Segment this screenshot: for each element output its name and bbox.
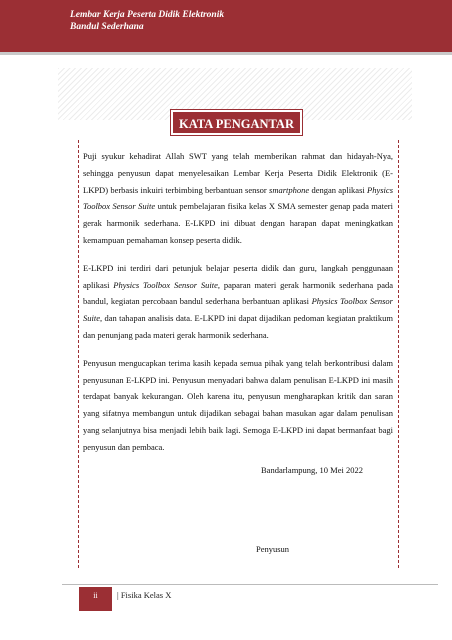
paragraph-3-segment: Penyusun mengucapkan terima kasih kepada semua pihak yang telah berkontribusi dalam penyusunan E-LKPD ini. Penyusun menyadari bahwa dalam penulisan E-LKPD ini masih terdapat banyak kekurangan. Oleh karena itu, penyusun mengharapkan kritik dan saran yang sifatnya membangun untuk dijadikan sebagai bahan masukan agar dalam penulisan yang selanjutnya bisa menjadi lebih baik lagi. Semoga E-LKPD ini dapat bermanfaat bagi penyusun dan pembaca. [83,357,393,452]
page-number: ii [79,587,112,611]
paragraph-1-segment: Physics Toolbox Sensor Suite [83,184,393,212]
paragraph-2-segment: Physics Toolbox Sensor Suite [113,279,218,290]
paragraph-1 [83,148,393,249]
footer-divider [62,584,438,585]
place-date: Bandarlampung, 10 Mei 2022 [261,464,363,475]
header-divider [0,52,452,55]
paragraph-1-segment: smartphone [269,184,310,195]
paragraph-2-segment: Physics Toolbox Sensor Suite [83,296,393,324]
paragraph-2-segment: , paparan materi gerak harmonik sederhana pada bandul, kegiatan percobaan bandul sederhana berbantuan aplikasi [83,279,393,307]
page-header [0,0,452,52]
paragraph-2-segment: , dan tahapan analisis data. E-LKPD ini dapat dijadikan pedoman kegiatan praktikum dan penunjang pada materi gerak harmonik sederhana. [83,313,393,340]
header-title-line1: Lembar Kerja Peserta Didik Elektronik [70,10,225,20]
paragraph-2 [83,260,393,344]
right-dashed-border [398,140,399,568]
header-title-line2: Bandul Sederhana [70,22,144,32]
section-title: KATA PENGANTAR [171,110,302,135]
paragraph-3 [83,355,393,456]
paragraph-2-segment: E-LKPD ini terdiri dari petunjuk belajar peserta didik dan guru, langkah penggunaan aplikasi [83,262,393,290]
body-content [83,148,393,478]
left-dashed-border [78,140,79,568]
paragraph-1-segment: untuk pembelajaran fisika kelas X SMA semester genap pada materi gerak harmonik sederhana. E-LKPD ini dibuat dengan harapan dapat meningkatkan kemampuan pemahaman konsep peserta didik. [83,201,394,245]
author-signature: Penyusun [256,544,290,554]
footer-text: | Fisika Kelas X [117,590,172,600]
paragraph-1-segment: dengan aplikasi [309,184,368,195]
paragraph-1-segment: Puji syukur kehadirat Allah SWT yang telah memberikan rahmat dan hidayah-Nya, sehingga penyusun dapat menyelesaikan Lembar Kerja Peserta Didik Elektronik (E-LKPD) berbasis inkuiri terbimbing berbantuan sensor [83,151,393,195]
